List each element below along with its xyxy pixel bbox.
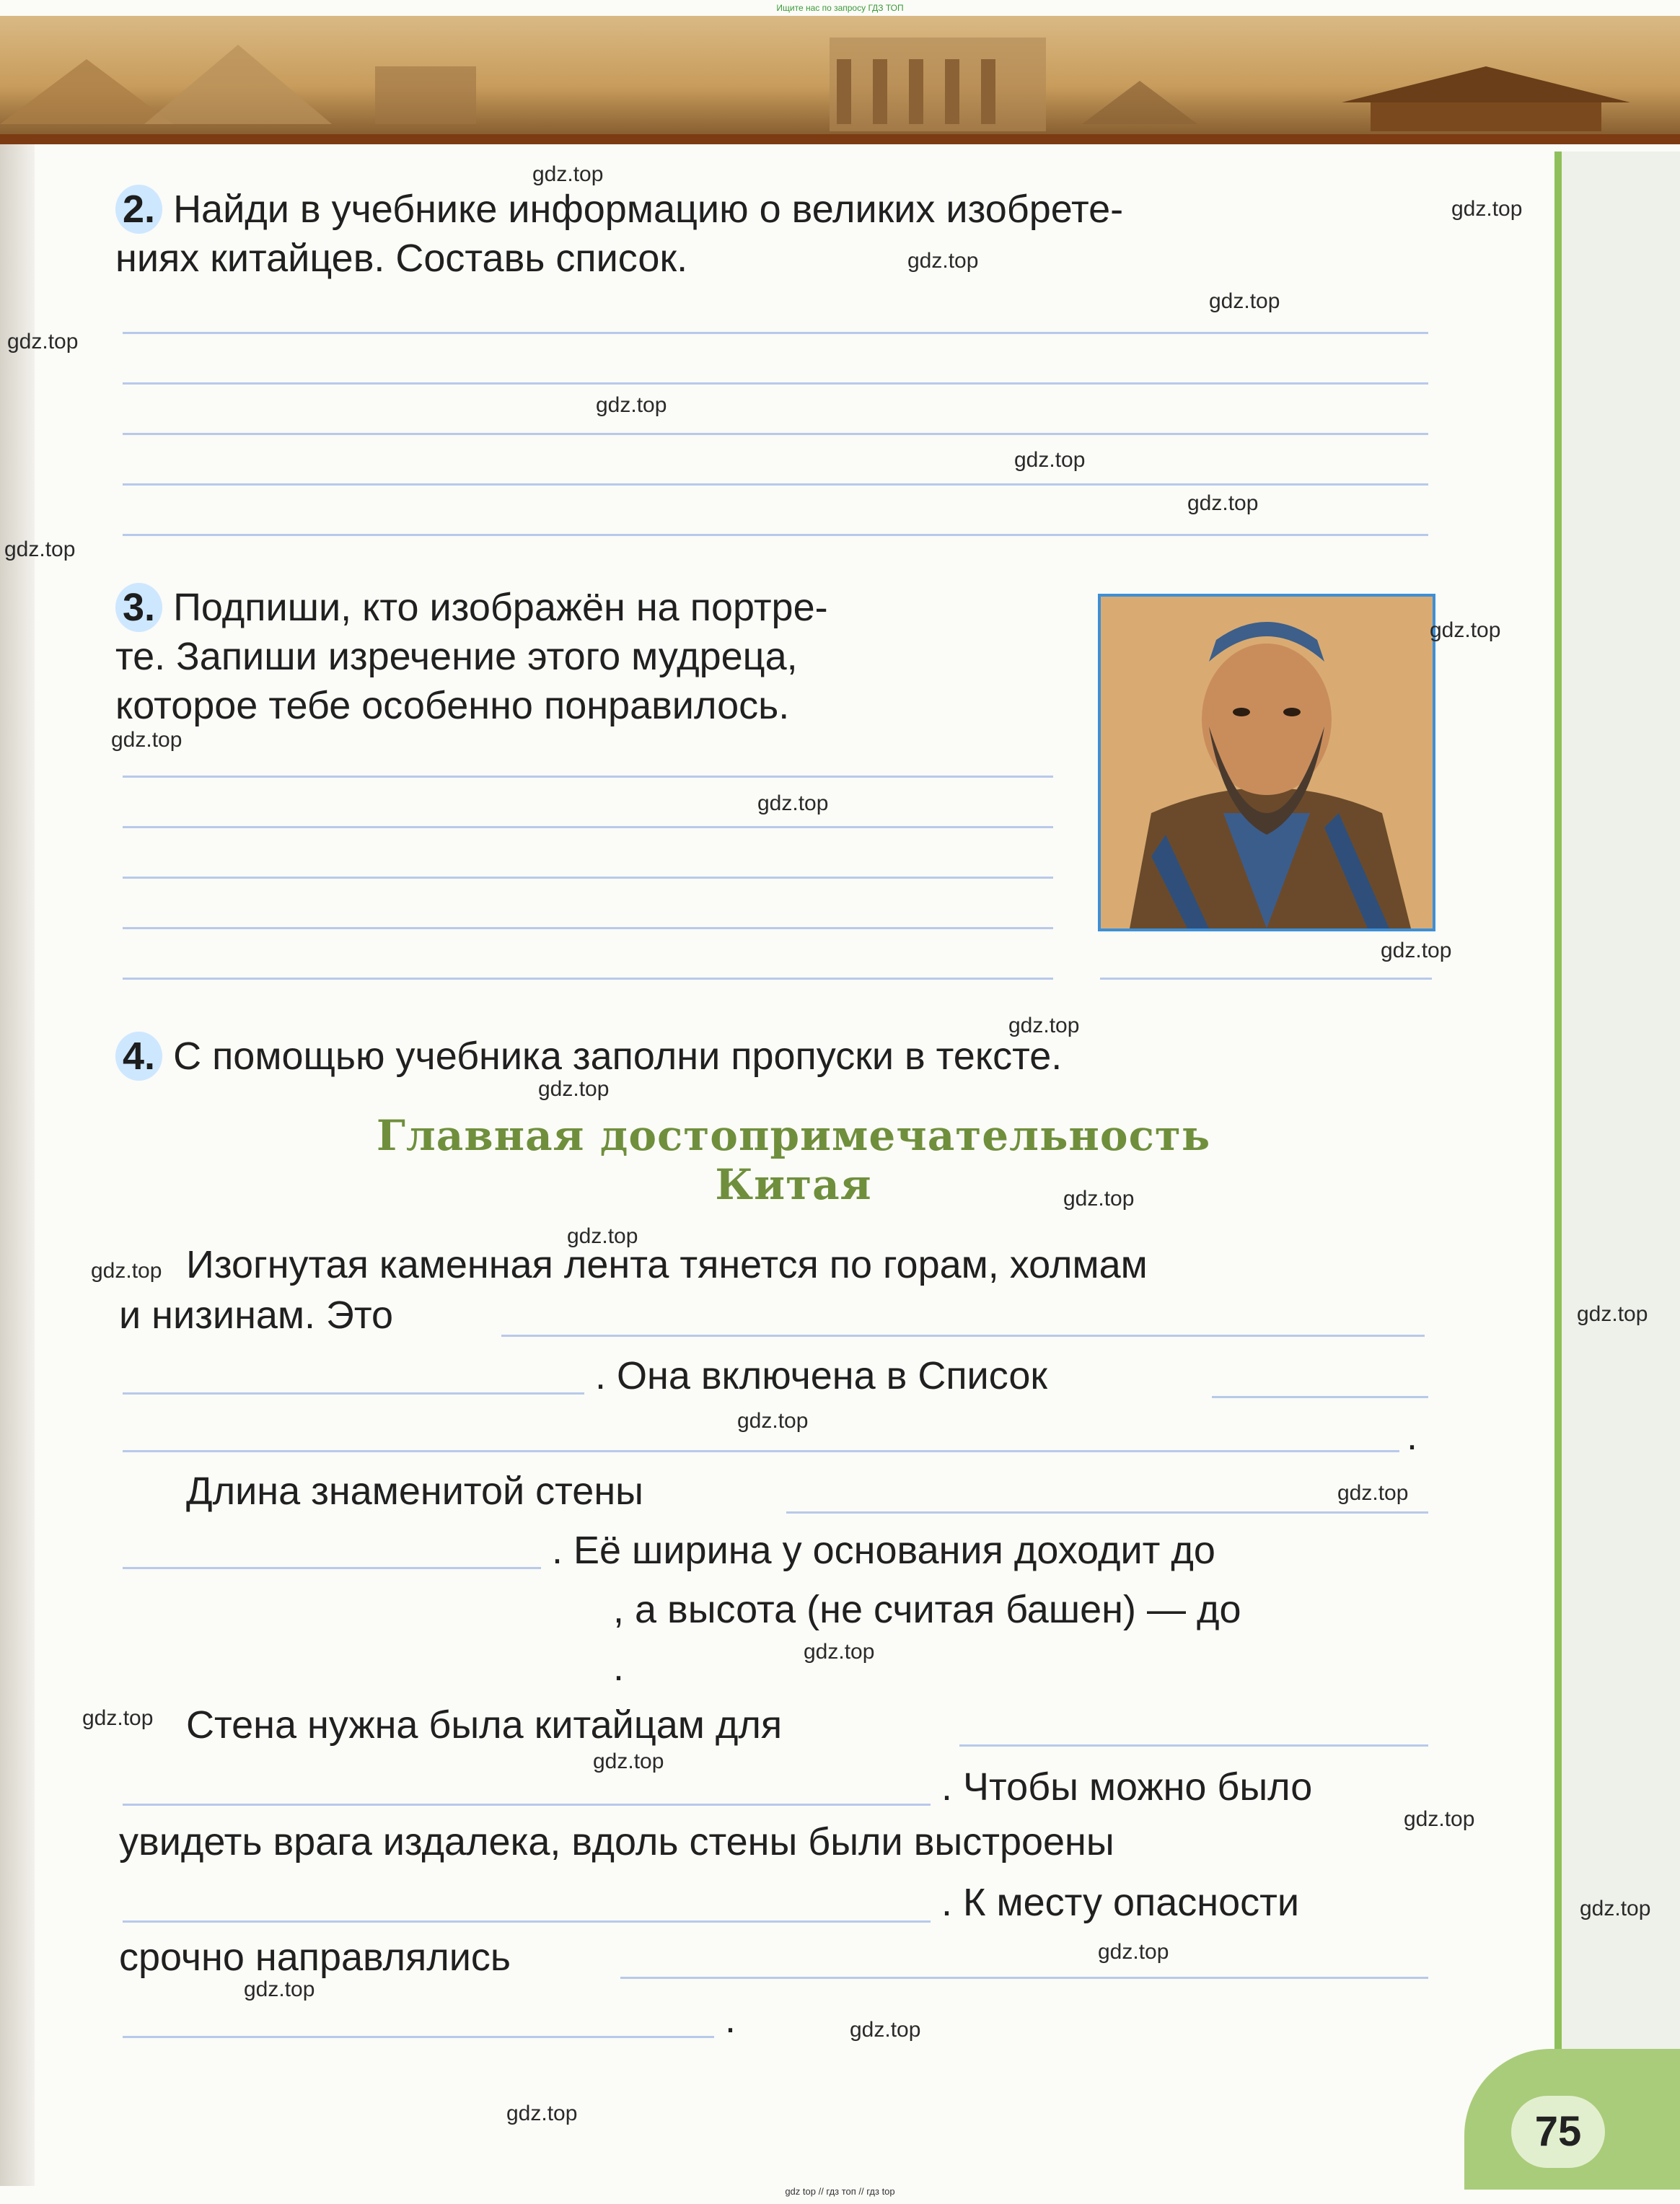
header-note: Ищите нас по запросу ГДЗ ТОП [776, 3, 904, 13]
paragraph-text: Длина знаменитой стены [186, 1470, 643, 1513]
banner-strip [0, 134, 1680, 144]
fill-blank[interactable] [123, 1450, 1399, 1452]
watermark: gdz.top [82, 1706, 154, 1730]
watermark: gdz.top [1008, 1014, 1080, 1037]
task-text: Найди в учебнике информацию о великих изобрете- [173, 188, 1124, 231]
portrait-caption-line[interactable] [1100, 978, 1432, 980]
task-text: которое тебе особенно понравилось. [115, 684, 790, 727]
watermark: gdz.top [804, 1640, 875, 1664]
watermark: gdz.top [596, 393, 667, 417]
section-heading: Главная достопримечательность Китая [376, 1111, 1211, 1209]
watermark: gdz.top [506, 2102, 578, 2125]
watermark: gdz.top [91, 1259, 162, 1283]
confucius-portrait [1098, 594, 1435, 931]
fill-blank[interactable] [959, 1744, 1428, 1747]
task-text: те. Запиши изречение этого мудреца, [115, 635, 798, 678]
page-gutter [0, 144, 35, 2186]
watermark: gdz.top [538, 1077, 610, 1101]
footer-note: gdz top // гдз топ // гдз top [785, 2186, 895, 2197]
watermark: gdz.top [567, 1224, 638, 1248]
task-3 [115, 583, 828, 730]
task-number: 2. [115, 185, 162, 234]
watermark: gdz.top [532, 162, 604, 186]
paragraph-text: Изогнутая каменная лента тянется по горам, холмам [186, 1243, 1148, 1286]
watermark: gdz.top [593, 1749, 664, 1773]
watermark: gdz.top [7, 330, 79, 354]
fill-blank[interactable] [620, 1977, 1428, 1979]
paragraph-text: . [613, 1646, 625, 1689]
answer-line[interactable] [123, 978, 1053, 980]
watermark: gdz.top [1187, 491, 1259, 515]
fill-blank[interactable] [501, 1335, 1425, 1337]
answer-line[interactable] [123, 927, 1053, 929]
task-text: ниях китайцев. Составь список. [115, 237, 688, 280]
task-text: Подпиши, кто изображён на портре- [173, 586, 828, 629]
paragraph-text: , а высота (не считая башен) — до [613, 1588, 1241, 1631]
paragraph-text: и низинам. Это [119, 1294, 394, 1337]
paragraph-text: . [725, 1998, 736, 2041]
watermark: gdz.top [1430, 618, 1501, 642]
paragraph-text: увидеть врага издалека, вдоль стены были выстроены [119, 1820, 1114, 1863]
answer-line[interactable] [123, 483, 1428, 486]
task-number: 4. [115, 1032, 162, 1081]
page-number: 75 [1511, 2096, 1605, 2168]
watermark: gdz.top [111, 728, 182, 752]
fill-blank[interactable] [123, 1567, 541, 1569]
answer-line[interactable] [123, 534, 1428, 536]
watermark: gdz.top [1580, 1897, 1651, 1920]
green-rail [1554, 152, 1562, 2164]
fill-blank[interactable] [123, 1920, 931, 1923]
fill-blank[interactable] [786, 1511, 1428, 1514]
watermark: gdz.top [4, 537, 76, 561]
watermark: gdz.top [1209, 289, 1280, 313]
task-4 [115, 1032, 1062, 1081]
watermark: gdz.top [1577, 1302, 1648, 1326]
fill-blank[interactable] [123, 2036, 714, 2038]
fill-blank[interactable] [1212, 1396, 1428, 1398]
answer-line[interactable] [123, 826, 1053, 828]
watermark: gdz.top [1451, 197, 1523, 221]
watermark: gdz.top [244, 1977, 315, 2001]
landmarks-banner [0, 16, 1680, 144]
answer-line[interactable] [123, 776, 1053, 778]
landmarks-illustration [0, 16, 1680, 144]
watermark: gdz.top [1404, 1807, 1475, 1831]
paragraph-text: . [1407, 1415, 1418, 1458]
answer-line[interactable] [123, 877, 1053, 879]
paragraph-text: срочно направлялись [119, 1936, 511, 1979]
task-text: С помощью учебника заполни пропуски в тексте. [173, 1035, 1063, 1078]
watermark: gdz.top [1098, 1940, 1169, 1964]
task-number: 3. [115, 583, 162, 632]
watermark: gdz.top [737, 1409, 809, 1433]
watermark: gdz.top [907, 249, 979, 273]
watermark: gdz.top [850, 2018, 921, 2042]
watermark: gdz.top [757, 791, 829, 815]
answer-line[interactable] [123, 332, 1428, 334]
paragraph-text: . Она включена в Список [595, 1354, 1047, 1397]
watermark: gdz.top [1337, 1481, 1409, 1505]
watermark: gdz.top [1063, 1187, 1135, 1211]
answer-line[interactable] [123, 382, 1428, 385]
answer-line[interactable] [123, 433, 1428, 435]
watermark: gdz.top [1014, 448, 1086, 472]
watermark: gdz.top [1381, 939, 1452, 962]
page-edge [1562, 152, 1680, 2164]
fill-blank[interactable] [123, 1804, 931, 1806]
paragraph-text: Стена нужна была китайцам для [186, 1703, 783, 1747]
paragraph-text: . К месту опасности [941, 1881, 1300, 1924]
fill-blank[interactable] [123, 1392, 584, 1395]
paragraph-text: . Её ширина у основания доходит до [552, 1529, 1215, 1572]
paragraph-text: . Чтобы можно было [941, 1765, 1313, 1809]
